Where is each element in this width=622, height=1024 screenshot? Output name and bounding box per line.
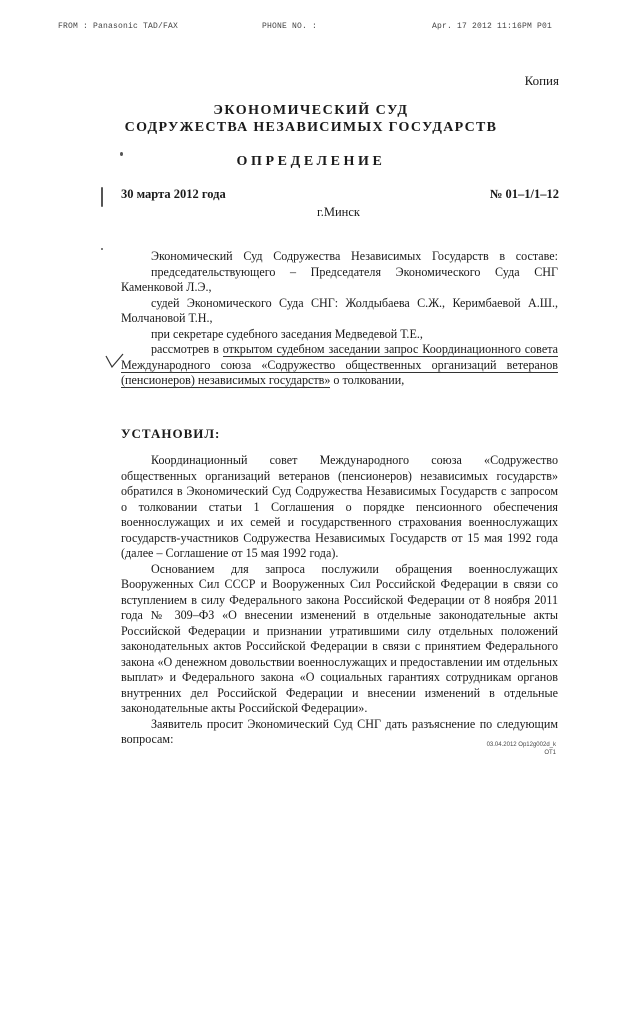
considered-text-a: рассмотрев в [151, 342, 223, 356]
established-paragraph-1: Координационный совет Международного союза «Содружество общественных организаций ветеранов (пенсионеров) независимых государств» обратился в Экономический Суд Содружества Независимых Государств с запросом о толковании статьи 1 Соглашения о порядке пенсионного обеспечения военнослужащих и их семей и государственного страхования военнослужащих государств-участников Содружества Независимых Государств от 15 мая 1992 года (далее – Соглашение от 15 мая 1992 года). [121, 453, 558, 560]
footer-code [487, 741, 556, 757]
fax-datetime: Apr. 17 2012 11:16PM P01 [432, 22, 553, 31]
composition-considered [121, 342, 558, 389]
established-paragraph-3: Заявитель просит Экономический Суд СНГ дать разъяснение по следующим вопросам: [121, 716, 558, 746]
established-text [121, 453, 558, 748]
handwritten-mark-icon [104, 352, 126, 370]
court-title-line-2: СОДРУЖЕСТВА НЕЗАВИСИМЫХ ГОСУДАРСТВ [124, 120, 498, 135]
composition-intro: Экономический Суд Содружества Независимых Государств в составе: [151, 249, 558, 263]
scan-speck [120, 152, 123, 156]
fax-phone: PHONE NO. : [262, 22, 318, 31]
composition-judges: судей Экономического Суда СНГ: Жолдыбаева С.Ж., Керимбаевой А.Ш., Молчановой Т.Н., [121, 295, 558, 325]
fax-from: FROM : Panasonic TAD/FAX [58, 22, 179, 31]
considered-text-c: о толковании, [330, 373, 405, 387]
copy-mark: Копия [524, 73, 559, 88]
document-date: 30 марта 2012 года [121, 187, 226, 201]
composition-chair: председательствующего – Председателя Экономического Суда СНГ Каменковой Л.Э., [121, 264, 558, 294]
document-city: г.Минск [317, 205, 360, 219]
considered-underlined: открытом судебном заседании запрос Координационного совета Международного союза «Содружество общественных организаций ветеранов (пенсионеров) независимых государств» [121, 342, 558, 387]
composition-secretary: при секретаре судебного заседания Медведевой Т.Е., [151, 326, 423, 341]
established-paragraph-2: Основанием для запроса послужили обращения военнослужащих Вооруженных Сил СССР и Вооруженных Сил Российской Федерации в связи со вступлением в силу Федерального закона Российской Федерации от 8 ноября 2011 года № 309–ФЗ «О внесении изменений в отдельные законодательные акты Российской Федерации и признании утратившими силу отдельных положений законодательных актов Российской Федерации в связи с принятием Федерального закона «О денежном довольствии военнослужащих и предоставлении им отдельных выплат» и Федерального закона «О социальных гарантиях сотрудникам органов внутренних дел Российской Федерации и внесении изменений в отдельные законодательные акты Российской Федерации». [121, 561, 558, 715]
court-title-line-1: ЭКОНОМИЧЕСКИЙ СУД [213, 103, 409, 118]
document-number: № 01–1/1–12 [489, 187, 559, 201]
fax-header [0, 22, 622, 36]
footer-code-line-1: 03.04.2012 Op12g002d_k [486, 742, 556, 748]
footer-code-line-2: ОТ1 [544, 750, 556, 756]
court-composition [121, 249, 558, 389]
scan-speck [101, 248, 103, 250]
established-heading: УСТАНОВИЛ: [121, 426, 221, 441]
scan-speck [101, 187, 103, 207]
document-type: ОПРЕДЕЛЕНИЕ [236, 154, 386, 169]
